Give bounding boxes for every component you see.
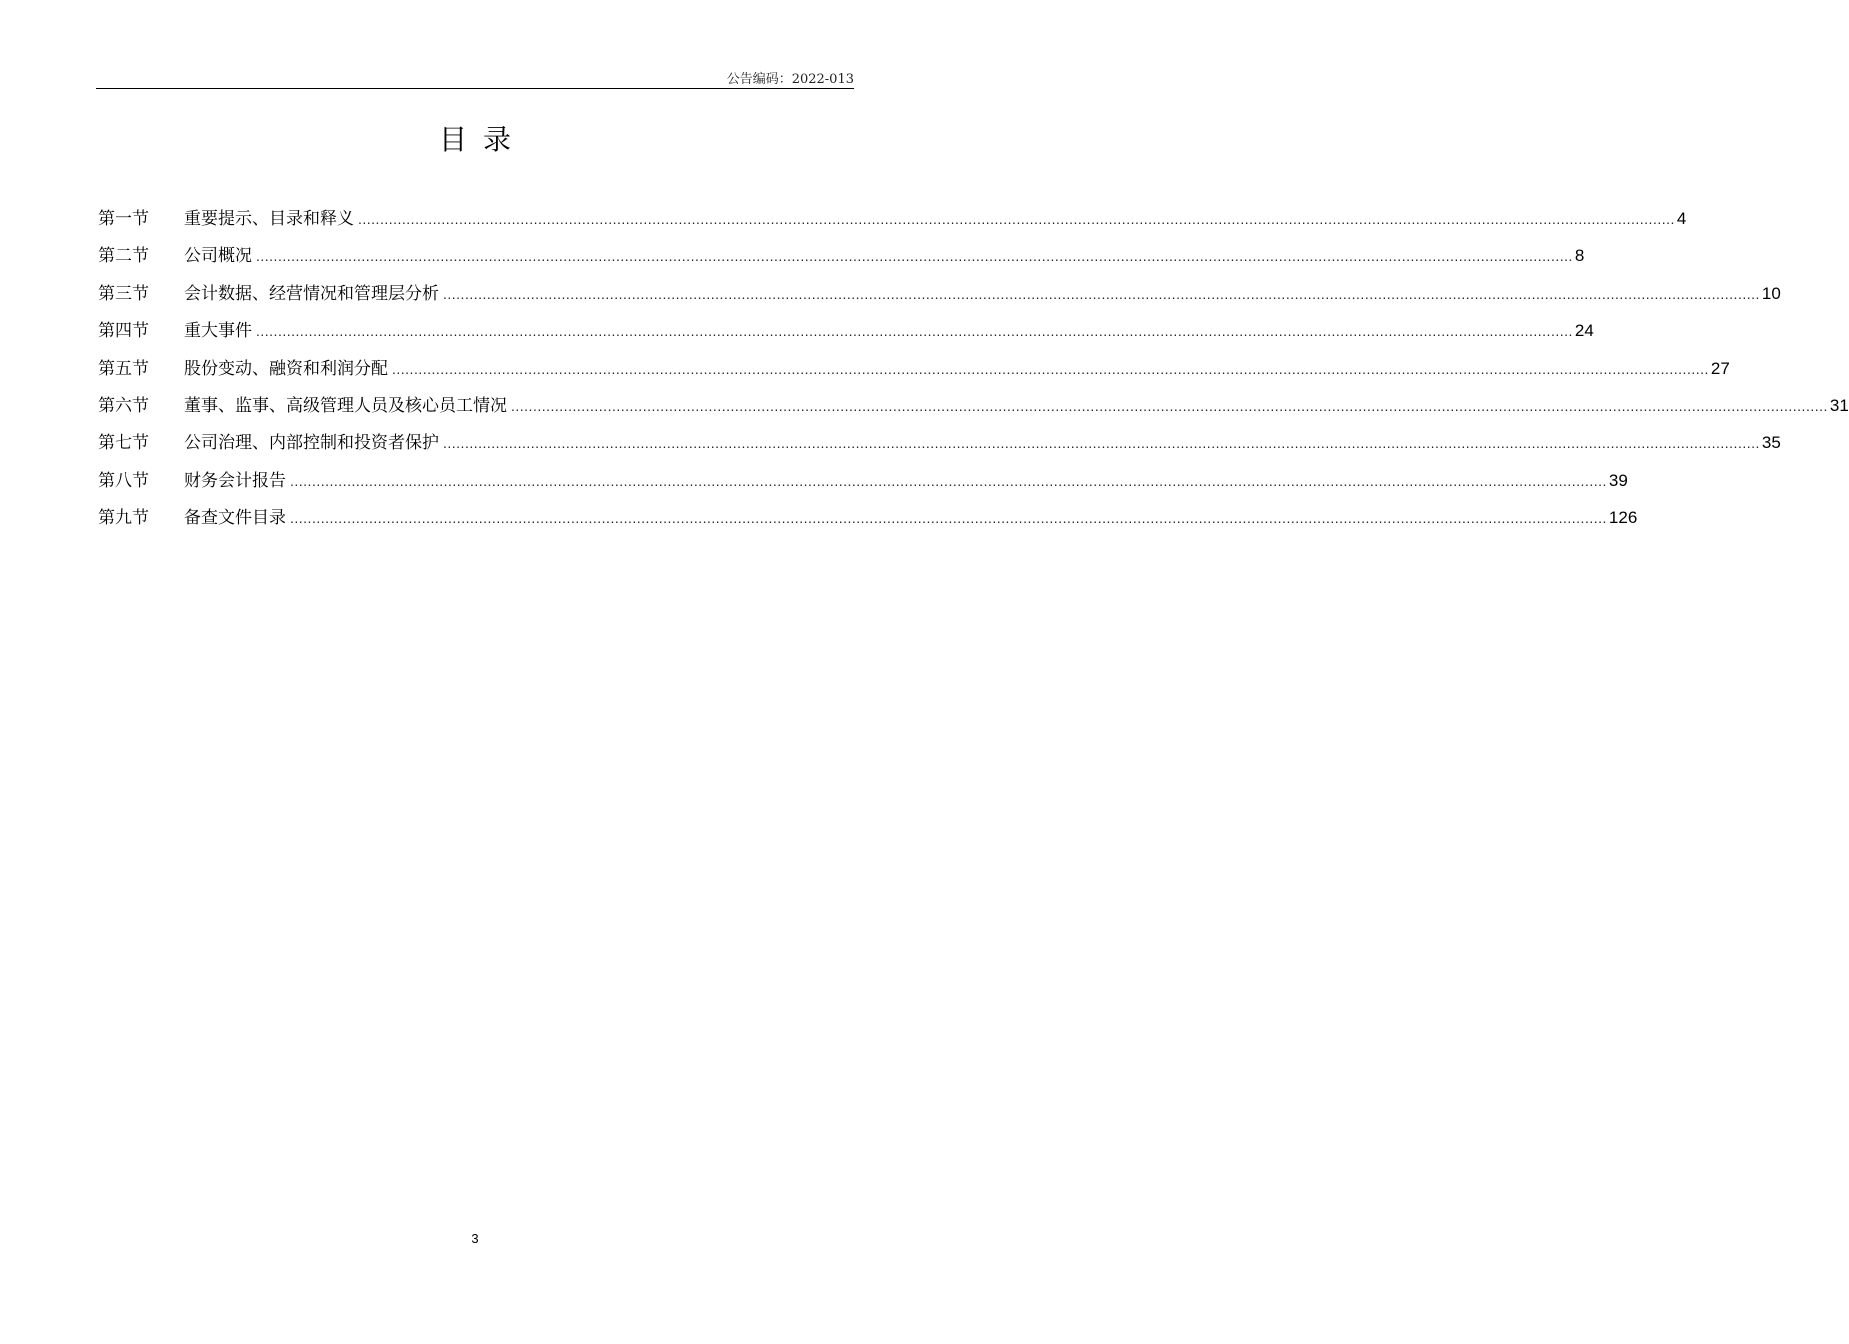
toc-leader-dots: ............................................................................................................................................................................................................................................................................................................ (290, 472, 1607, 489)
toc-entry[interactable] (98, 316, 1594, 353)
toc-section-title: 股份变动、融资和利润分配 (184, 358, 388, 379)
header-divider (96, 88, 854, 89)
toc-page-number: 4 (1676, 209, 1687, 228)
toc-section-title: 公司概况 (184, 246, 252, 267)
toc-page-number: 31 (1829, 395, 1849, 415)
toc-title: 目录 (438, 123, 527, 156)
toc-page-number: 27 (1710, 358, 1730, 378)
toc-section-number: 第六节 (98, 395, 149, 416)
toc-entry[interactable] (98, 279, 1781, 316)
toc-section-title: 会计数据、经营情况和管理层分析 (184, 283, 439, 304)
toc-section-number: 第五节 (98, 358, 149, 379)
toc-entry[interactable] (98, 204, 1687, 241)
toc-leader-dots: ............................................................................................................................................................................................................................................................................................................ (443, 435, 1760, 452)
toc-entry[interactable] (98, 503, 1638, 540)
toc-section-title: 重大事件 (184, 321, 252, 342)
toc-leader-dots: ............................................................................................................................................................................................................................................................................................................ (358, 211, 1675, 227)
toc-section-number: 第七节 (98, 433, 149, 454)
toc-section-title: 重要提示、目录和释义 (184, 209, 354, 229)
toc-section-number: 第八节 (98, 470, 149, 491)
toc-entry[interactable] (98, 391, 1849, 428)
toc-leader-dots: ............................................................................................................................................................................................................................................................................................................ (290, 510, 1607, 527)
toc-section-number: 第三节 (98, 283, 149, 304)
toc-page-number: 126 (1608, 508, 1638, 528)
toc-leader-dots: ............................................................................................................................................................................................................................................................................................................ (256, 248, 1573, 265)
page-number: 3 (471, 1231, 479, 1246)
toc-section-title: 董事、监事、高级管理人员及核心员工情况 (184, 395, 507, 416)
toc-list (98, 204, 1849, 541)
toc-leader-dots: ............................................................................................................................................................................................................................................................................................................ (256, 323, 1573, 340)
toc-section-number: 第九节 (98, 508, 149, 529)
toc-entry[interactable] (98, 241, 1585, 278)
toc-entry[interactable] (98, 466, 1628, 503)
toc-leader-dots: ............................................................................................................................................................................................................................................................................................................ (511, 397, 1828, 414)
toc-entry[interactable] (98, 428, 1781, 465)
toc-page-number: 24 (1574, 321, 1594, 341)
toc-section-number: 第一节 (98, 209, 149, 229)
toc-page-number: 10 (1761, 283, 1781, 303)
announcement-code: 公告编码：2022-013 (726, 72, 854, 87)
toc-leader-dots: ............................................................................................................................................................................................................................................................................................................ (392, 360, 1709, 377)
toc-section-title: 备查文件目录 (184, 508, 286, 529)
toc-section-title: 财务会计报告 (184, 470, 286, 491)
toc-section-title: 公司治理、内部控制和投资者保护 (184, 433, 439, 454)
toc-page-number: 39 (1608, 470, 1628, 490)
toc-page-number: 8 (1574, 246, 1585, 266)
toc-entry[interactable] (98, 354, 1730, 391)
toc-section-number: 第四节 (98, 321, 149, 342)
toc-leader-dots: ............................................................................................................................................................................................................................................................................................................ (443, 285, 1760, 302)
toc-page-number: 35 (1761, 433, 1781, 453)
toc-section-number: 第二节 (98, 246, 149, 267)
